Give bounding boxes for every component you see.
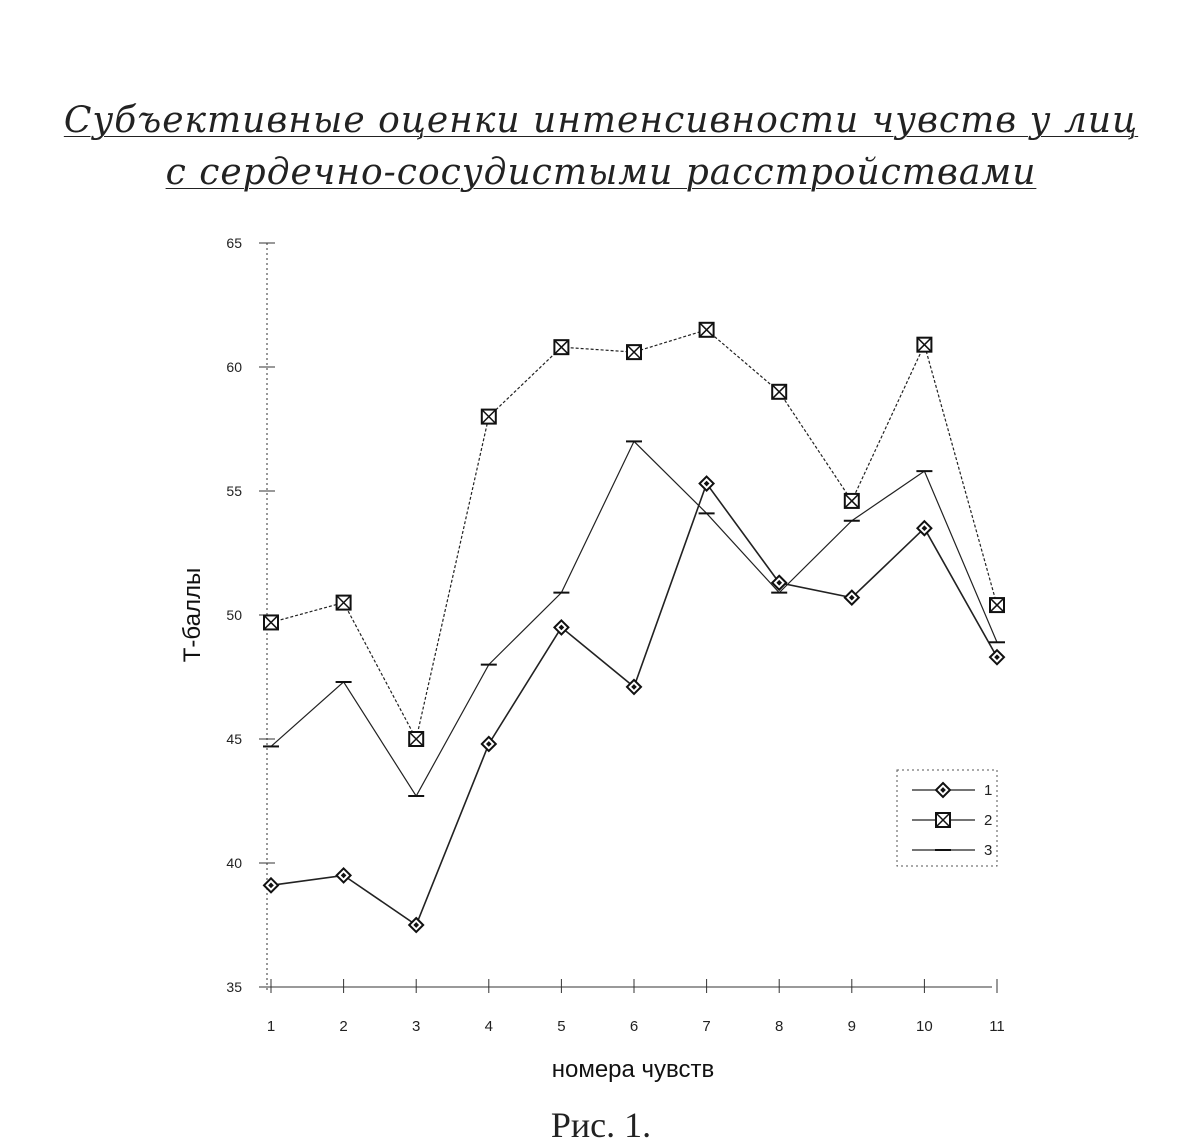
chart-title-text-2: с сердечно-сосудистыми расстройствами: [165, 152, 1037, 193]
x-axis-label: номера чувств: [551, 1056, 715, 1083]
x-tick-label: 3: [412, 1018, 421, 1035]
legend: [897, 770, 997, 866]
figure-caption-text: Рис. 1.: [550, 1105, 652, 1145]
axes: [226, 235, 1004, 1035]
series-line: [271, 484, 997, 925]
y-tick-label: 50: [226, 607, 242, 623]
x-tick-label: 1: [266, 1018, 276, 1035]
legend-label: 2: [984, 812, 993, 829]
x-tick-label: 10: [916, 1018, 933, 1035]
legend-label: 3: [984, 842, 993, 859]
y-tick-label: 45: [226, 731, 242, 747]
y-tick-label: 55: [226, 483, 242, 499]
y-tick-label: 40: [226, 855, 242, 871]
legend-label: 1: [984, 782, 993, 799]
y-tick-label: 35: [226, 979, 242, 995]
chart-title-text-1: Субъективные оценки интенсивности чувств у лиц: [63, 100, 1139, 141]
y-tick-label: 60: [226, 359, 242, 375]
x-tick-label: 9: [847, 1018, 856, 1035]
x-tick-label: 7: [702, 1018, 711, 1035]
series-line: [271, 441, 997, 796]
series-1: [264, 477, 1004, 932]
x-tick-label: 6: [629, 1018, 639, 1035]
series-group: [263, 323, 1005, 932]
series-3: [263, 441, 1005, 796]
y-tick-label: 65: [226, 235, 242, 251]
x-tick-label: 4: [484, 1018, 493, 1035]
x-tick-label: 5: [557, 1018, 566, 1035]
x-tick-label: 8: [775, 1018, 784, 1035]
y-axis-label: Т-баллы: [179, 567, 206, 663]
x-tick-label: 11: [989, 1018, 1005, 1035]
series-line: [271, 330, 997, 739]
figure-caption: [0, 1104, 1202, 1146]
x-tick-label: 2: [339, 1018, 348, 1035]
